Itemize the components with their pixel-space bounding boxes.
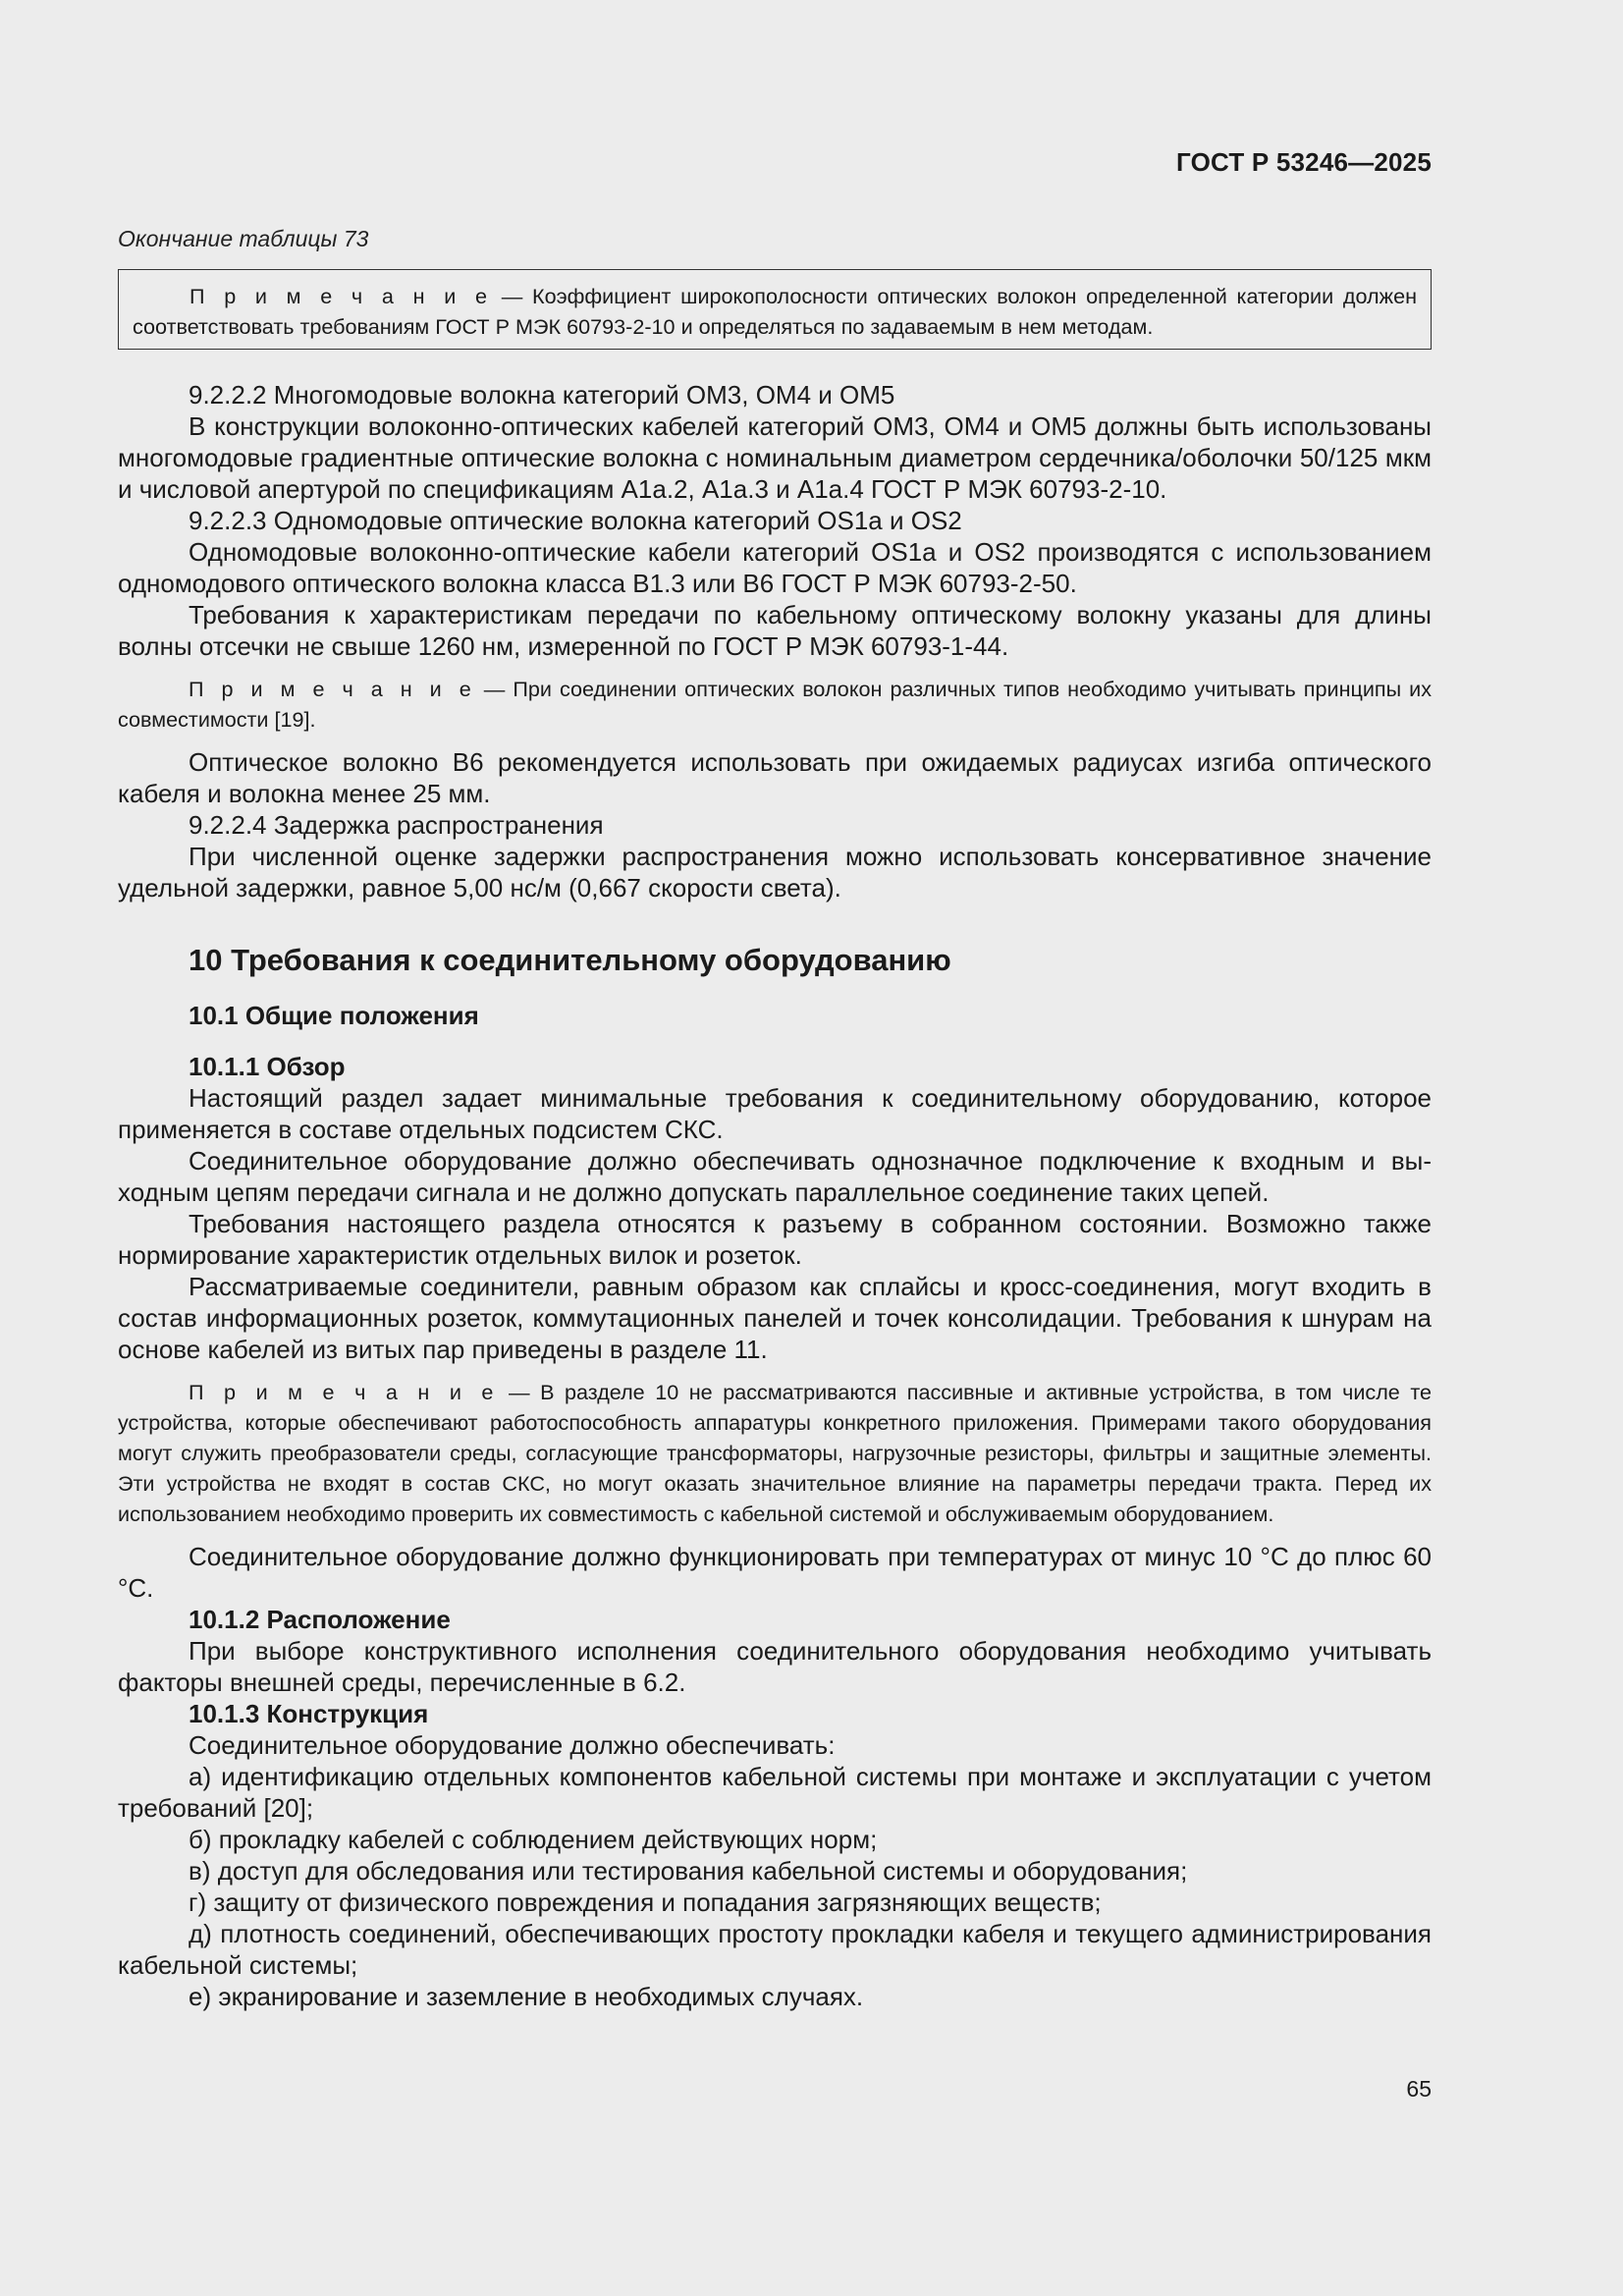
list-item: д) плотность соединений, обеспечивающих простоту прокладки кабеля и текущего администрирования кабельной системы; <box>118 1919 1432 1980</box>
note-text: — В разделе 10 не рассматриваются пассивные и активные устройства, в том числе те устройства, которые обеспечивают работоспособность аппаратуры конкретного приложения. Примерами такого оборудования могут служить преобразователи среды, согласующие трансформаторы, нагрузочные резисторы, фильтры и защитные элементы. Эти устройства не входят в состав СКС, но могут оказать значительное влияние на параметры передачи тракта. Перед их использованием необходимо проверить их совместимость с кабельной системой и обслуживаемым оборудованием. <box>118 1380 1432 1526</box>
paragraph: Соединительное оборудование должно функционировать при температурах от минус 10 °С до плюс 60 °С. <box>118 1542 1432 1603</box>
section-10-1-heading: 10.1 Общие положения <box>189 1001 479 1030</box>
paragraph: В конструкции волоконно-оптических кабелей категорий ОМ3, ОМ4 и ОМ5 должны быть использованы многомодовые градиентные оптические волокна с номинальным диаметром сердечника/оболочки 50/125 мкм и числовой апертурой по спецификациям А1а.2, А1а.3 и А1а.4 ГОСТ Р МЭК 60793-2-10. <box>118 411 1432 504</box>
paragraph: Требования настоящего раздела относятся к разъему в собранном состоянии. Возможно также нормирование характеристик отдельных вилок и розеток. <box>118 1209 1432 1270</box>
page-number: 65 <box>1406 2076 1432 2102</box>
section-10-1-3-heading: 10.1.3 Конструкция <box>189 1699 429 1728</box>
table-caption: Окончание таблицы 73 <box>118 226 369 251</box>
note-label: П р и м е ч а н и е <box>189 284 492 308</box>
list-item: г) защиту от физического повреждения и попадания загрязняющих веществ; <box>189 1887 1102 1917</box>
list-item: б) прокладку кабелей с соблюдением действующих норм; <box>189 1825 878 1854</box>
paragraph: Требования к характеристикам передачи по кабельному оптическому волокну указаны для длины волны отсечки не свыше 1260 нм, измеренной по ГОСТ Р МЭК 60793-1-44. <box>118 600 1432 661</box>
section-10-heading: 10 Требования к соединительному оборудованию <box>189 943 951 977</box>
section-10-1-1-heading: 10.1.1 Обзор <box>189 1052 346 1081</box>
note-label: П р и м е ч а н и е <box>189 1380 499 1404</box>
note-label: П р и м е ч а н и е <box>189 677 476 701</box>
document-body <box>118 379 1432 2012</box>
paragraph: При выборе конструктивного исполнения соединительного оборудования необходимо учитывать факторы внешней среды, перечисленные в 6.2. <box>118 1636 1432 1697</box>
section-9-2-2-2-title: 9.2.2.2 Многомодовые волокна категорий ОМ3, ОМ4 и ОМ5 <box>189 380 895 410</box>
list-item: е) экранирование и заземление в необходимых случаях. <box>189 1982 864 2011</box>
document-page <box>118 0 1432 2296</box>
note <box>118 1377 1432 1529</box>
note-text: — При соединении оптических волокон различных типов необходимо учитывать принципы их совместимости [19]. <box>118 677 1433 732</box>
document-id-header: ГОСТ Р 53246—2025 <box>1176 147 1432 177</box>
note-text: — Коэффициент широкополосности оптических волокон определенной категории должен соответствовать требованиям ГОСТ Р МЭК 60793-2-10 и определяться по задаваемым в нем методам. <box>133 284 1417 339</box>
section-10-1-2-heading: 10.1.2 Расположение <box>189 1605 451 1634</box>
list-item: а) идентификацию отдельных компонентов кабельной системы при монтаже и эксплуатации с учетом требований [20]; <box>118 1762 1432 1823</box>
paragraph: Настоящий раздел задает минимальные требования к соединительному оборудованию, которое применяется в составе отдельных подсистем СКС. <box>118 1083 1432 1144</box>
table-note-box <box>118 269 1432 350</box>
paragraph: Одномодовые волоконно-оптические кабели категорий OS1a и OS2 производятся с использованием одномодового оптического волокна класса В1.3 или В6 ГОСТ Р МЭК 60793-2-50. <box>118 537 1432 598</box>
section-9-2-2-3-title: 9.2.2.3 Одномодовые оптические волокна категорий OS1a и OS2 <box>189 506 962 535</box>
paragraph: Рассматриваемые соединители, равным образом как сплайсы и кросс-соединения, могут входить в состав информационных розеток, коммутационных панелей и точек консолидации. Требования к шнурам на основе кабелей из витых пар приведены в разделе 11. <box>118 1272 1432 1364</box>
paragraph: При численной оценке задержки распространения можно использовать консервативное значение удельной задержки, равное 5,00 нс/м (0,667 скорости света). <box>118 842 1432 902</box>
paragraph: Соединительное оборудование должно обеспечивать: <box>189 1730 836 1760</box>
paragraph: Соединительное оборудование должно обеспечивать однозначное подключение к входным и выходным цепям передачи сигнала и не должно допускать параллельное соединение таких цепей. <box>118 1146 1432 1207</box>
list-item: в) доступ для обследования или тестирования кабельной системы и оборудования; <box>189 1856 1188 1886</box>
note <box>118 674 1432 735</box>
section-9-2-2-4-title: 9.2.2.4 Задержка распространения <box>189 810 604 840</box>
paragraph: Оптическое волокно В6 рекомендуется использовать при ожидаемых радиусах изгиба оптического кабеля и волокна менее 25 мм. <box>118 747 1432 808</box>
